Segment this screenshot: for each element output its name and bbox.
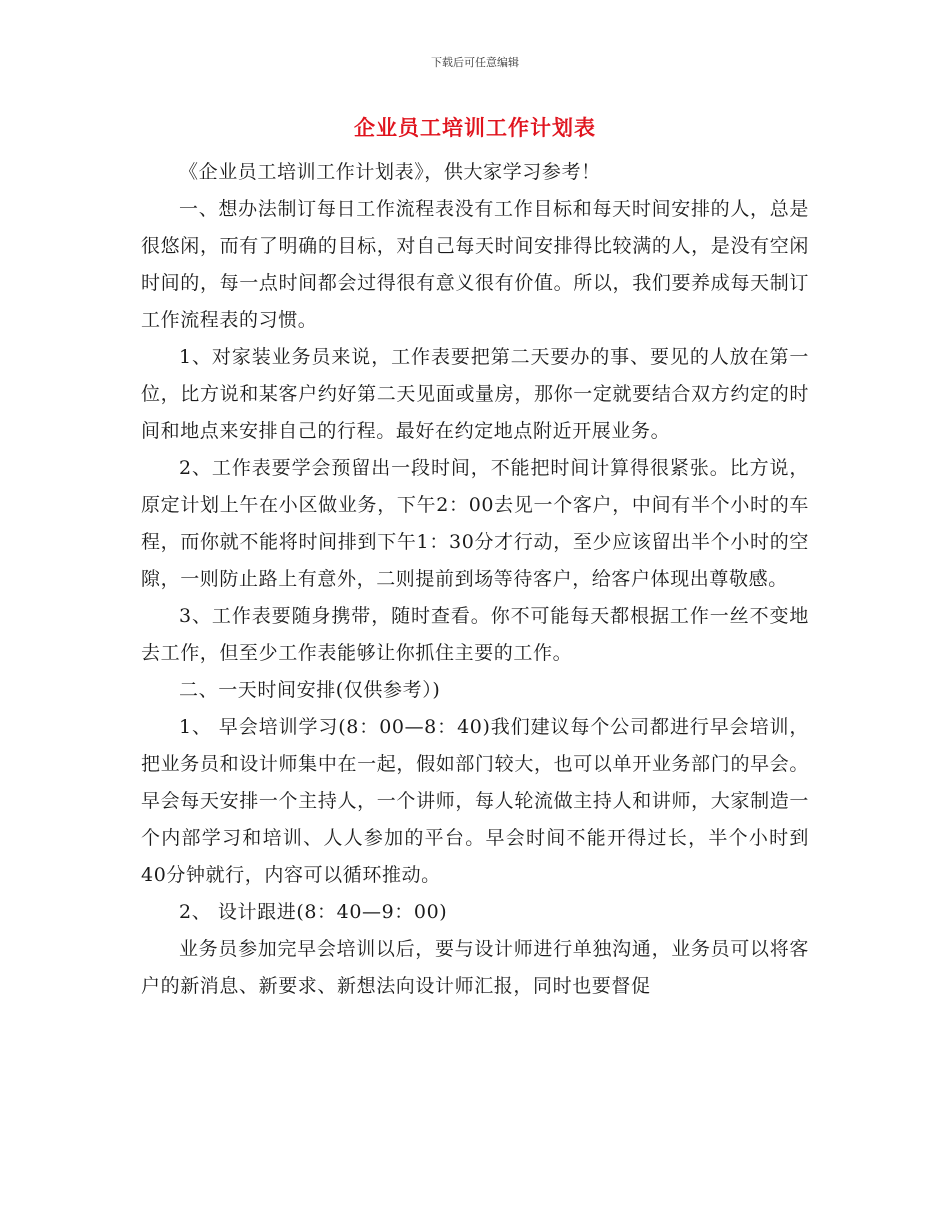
- paragraph-schedule-1: 1、 早会培训学习(8：00—8：40)我们建议每个公司都进行早会培训，把业务员和设计师集中在一起，假如部门较大，也可以单开业务部门的早会。早会每天安排一个主持人，一个讲师，每人轮流做主持人和讲师，大家制造一个内部学习和培训、人人参加的平台。早会时间不能开得过长，半个小时到40分钟就行，内容可以循环推动。: [141, 716, 809, 886]
- document-title: 企业员工培训工作计划表: [354, 116, 596, 140]
- document-body: [141, 154, 809, 1005]
- paragraph-section-1: 一、想办法制订每日工作流程表没有工作目标和每天时间安排的人，总是很悠闲，而有了明确的目标，对自己每天时间安排得比较满的人，是没有空闲时间的，每一点时间都会过得很有意义很有价值。所以，我们要养成每天制订工作流程表的习惯。: [141, 198, 809, 331]
- paragraph-intro: 《企业员工培训工作计划表》，供大家学习参考！: [179, 161, 601, 183]
- paragraph-item-2: 2、工作表要学会预留出一段时间，不能把时间计算得很紧张。比方说，原定计划上午在小区做业务，下午2：00去见一个客户，中间有半个小时的车程，而你就不能将时间排到下午1：30分才行动，至少应该留出半个小时的空隙，一则防止路上有意外，二则提前到场等待客户，给客户体现出尊敬感。: [141, 457, 809, 590]
- paragraph-section-2: 二、一天时间安排(仅供参考）): [179, 679, 441, 701]
- header-note: 下载后可任意编辑: [431, 56, 519, 69]
- paragraph-schedule-2-detail: 业务员参加完早会培训以后，要与设计师进行单独沟通，业务员可以将客户的新消息、新要求、新想法向设计师汇报，同时也要督促: [141, 938, 809, 997]
- paragraph-schedule-2: 2、 设计跟进(8：40—9：00): [179, 901, 448, 923]
- paragraph-item-3: 3、工作表要随身携带，随时查看。你不可能每天都根据工作一丝不变地去工作，但至少工作表能够让你抓住主要的工作。: [141, 605, 809, 664]
- paragraph-item-1: 1、对家装业务员来说，工作表要把第二天要办的事、要见的人放在第一位，比方说和某客户约好第二天见面或量房，那你一定就要结合双方约定的时间和地点来安排自己的行程。最好在约定地点附近开展业务。: [141, 346, 809, 442]
